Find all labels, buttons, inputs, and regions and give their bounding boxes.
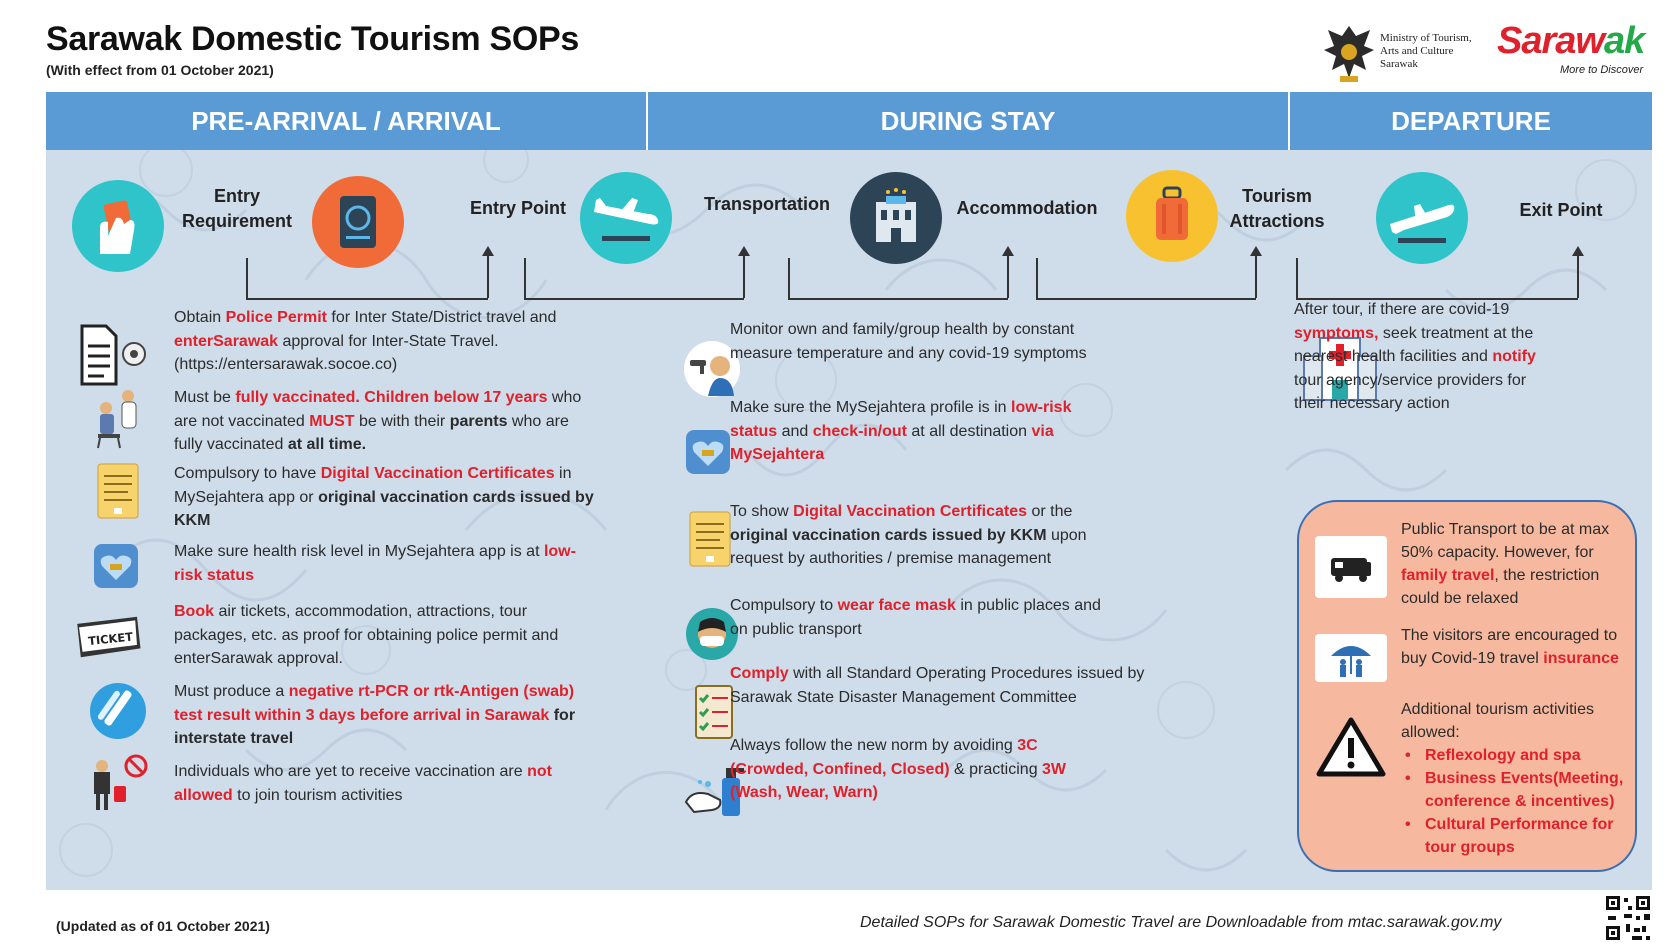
text-run: symptoms, [1294, 324, 1379, 342]
flow-connector [788, 258, 1008, 300]
text-run: Must produce a [174, 683, 289, 700]
text-run: tour agency/service providers for their necessary action [1294, 371, 1527, 412]
text-run: with all Standard Operating Procedures issued by Sarawak State Disaster Management Committee [730, 665, 1145, 706]
text-run: family travel [1401, 567, 1495, 584]
pre-arrival-item [174, 760, 594, 807]
pre-arrival-item [174, 600, 594, 671]
swab-test-icon [88, 680, 160, 742]
text-run: Comply [730, 665, 789, 682]
flow-label-entry-point: Entry Point [469, 198, 566, 218]
document-permit-icon [76, 324, 148, 386]
airplane-icon [580, 172, 672, 264]
text-run: at all destination [906, 422, 1032, 440]
svg-text:TICKET: TICKET [87, 629, 134, 649]
bus-icon [1315, 536, 1387, 598]
text-run: who are fully vaccinated [174, 412, 569, 453]
ministry-name: Ministry of Tourism, Arts and Culture Sarawak [1380, 32, 1472, 70]
text-run: parents [449, 412, 508, 430]
text-run: in MySejahtera app or [174, 465, 572, 506]
text-run: After tour, if there are covid-19 [1294, 301, 1510, 318]
pre-arrival-item [174, 462, 614, 533]
flow-icon-entry-requirement [72, 180, 164, 272]
vaccination-icon [88, 388, 160, 450]
text-run: negative rt-PCR or rtk-Antigen (swab) test result within 3 days before arrival in Sarawak [174, 683, 575, 724]
pre-arrival-item [174, 386, 594, 457]
text-run: To show [730, 503, 794, 520]
flow-label-transportation: Transportation [703, 194, 830, 214]
text-run: The visitors are encouraged to buy Covid-19 travel [1401, 627, 1618, 667]
hand-card-icon [72, 180, 164, 272]
column-during-stay: DURING STAY [880, 106, 1056, 136]
mysejahtera-icon [90, 538, 162, 600]
text-run: check-in/out [812, 422, 907, 440]
column-departure: DEPARTURE [1391, 106, 1551, 136]
text-run: for Inter State/District travel and [326, 309, 557, 326]
text-run: to join tourism activities [232, 786, 403, 804]
flow-icon-transportation [580, 172, 672, 264]
download-note: Detailed SOPs for Sarawak Domestic Travel are Downloadable from mtac.sarawak.gov.my [860, 914, 1502, 931]
sarawak-logo: Sarawak [1497, 20, 1645, 62]
text-run: seek treatment at the nearest health facilities and [1294, 324, 1534, 365]
text-run: upon request by authorities / premise management [730, 526, 1087, 567]
pre-arrival-item [174, 306, 594, 377]
text-run: at all time. [287, 436, 367, 453]
sarawak-crest-icon [1318, 20, 1380, 86]
not-allowed-icon [84, 752, 156, 814]
text-run: low-risk status [730, 399, 1072, 440]
text-run: low-risk status [174, 543, 576, 584]
list-item: • Reflexology and spa [1403, 744, 1635, 767]
column-pre-arrival: PRE-ARRIVAL / ARRIVAL [191, 106, 501, 136]
list-item: • Cultural Performance for tour groups [1403, 813, 1635, 859]
insurance-note [1401, 624, 1633, 670]
flow-icon-tourism-attractions [1126, 170, 1218, 262]
airplane-icon [1376, 172, 1468, 264]
flow-label-tourism-attractions: Tourism Attractions [1229, 186, 1325, 231]
hotel-icon [850, 172, 942, 264]
text-run: notify [1492, 348, 1536, 365]
during-stay-item [730, 734, 1110, 805]
text-run: approval for Inter-State Travel. (https://entersarawak.socoe.co) [174, 332, 499, 373]
text-run: for interstate travel [174, 706, 576, 747]
text-run: fully vaccinated. Children below 17 years [235, 389, 548, 406]
text-run: 3W (Wash, Wear, Warn) [730, 760, 1067, 801]
departure-note [1294, 298, 1536, 416]
during-stay-item [730, 396, 1110, 467]
during-stay-item [730, 500, 1130, 571]
luggage-icon [1126, 170, 1218, 262]
text-run: air tickets, accommodation, attractions, tour packages, etc. as proof for obtaining police permit and enterSarawak approval. [174, 603, 559, 667]
text-run: or the [1027, 503, 1073, 520]
transport-note [1401, 518, 1633, 610]
text-run: not allowed [174, 763, 552, 804]
text-run: Always follow the new norm by avoiding [730, 737, 1018, 754]
text-run: enterSarawak [174, 332, 279, 350]
flow-label-exit-point: Exit Point [1519, 200, 1603, 220]
flow-icon-entry-point [312, 176, 404, 268]
text-run: Public Transport to be at max 50% capacity. However, for [1401, 521, 1610, 561]
during-stay-item [730, 662, 1160, 709]
flow-connector [1296, 258, 1578, 300]
insurance-umbrella-icon [1315, 634, 1387, 682]
text-run: Compulsory to [730, 597, 838, 614]
flow-connector [1036, 258, 1256, 300]
text-run: and [777, 422, 813, 440]
flow-icon-exit-point [1376, 172, 1468, 264]
pre-arrival-item [174, 680, 594, 751]
certificate-icon [88, 460, 160, 522]
text-run: be with their [354, 412, 450, 430]
additional-activities-list [1403, 744, 1635, 859]
text-run: Digital Vaccination Certificates [793, 503, 1027, 520]
text-run: wear face mask [837, 597, 956, 614]
passport-icon [312, 176, 404, 268]
text-run: Must be [174, 389, 236, 406]
text-run: MUST [309, 412, 355, 430]
pre-arrival-item [174, 540, 594, 587]
effective-date: (With effect from 01 October 2021) [46, 62, 274, 78]
list-item: • Business Events(Meeting, conference & incentives) [1403, 767, 1635, 813]
updated-date: (Updated as of 01 October 2021) [56, 918, 270, 934]
text-run: insurance [1543, 650, 1619, 667]
text-run: 3C (Crowded, Confined, Closed) [730, 737, 1038, 778]
text-run: Make sure health risk level in MySejahtera app is at [174, 543, 544, 560]
flow-connector [524, 258, 744, 300]
warning-icon [1315, 716, 1387, 778]
text-run: Obtain [174, 309, 226, 326]
text-run: original vaccination cards issued by KKM [730, 526, 1047, 544]
ticket-icon [72, 606, 144, 668]
flow-connector [246, 258, 488, 300]
text-run: Book [174, 603, 214, 620]
text-run: Make sure the MySejahtera profile is in [730, 399, 1012, 416]
text-run: original vaccination cards issued by KKM [174, 488, 594, 529]
text-run: via MySejahtera [730, 422, 1054, 463]
text-run: Police Permit [225, 309, 327, 326]
text-run: Monitor own and family/group health by constant measure temperature and any covid-19 symptoms [730, 321, 1087, 362]
flow-icon-accommodation [850, 172, 942, 264]
phase-banner [46, 92, 1652, 150]
text-run: , the restriction could be relaxed [1401, 567, 1600, 607]
text-run: Individuals who are yet to receive vaccination are [174, 763, 528, 780]
text-run: who are not vaccinated [174, 389, 582, 430]
flow-label-entry-requirement: Entry Requirement [181, 186, 293, 231]
additional-activities-intro: Additional tourism activities allowed: [1401, 701, 1594, 741]
brand-tagline: More to Discover [1560, 64, 1644, 76]
text-run: & practicing [949, 760, 1043, 778]
text-run: Compulsory to have [174, 465, 321, 482]
text-run: Digital Vaccination Certificates [320, 465, 555, 482]
page-title: Sarawak Domestic Tourism SOPs [46, 20, 579, 58]
during-stay-item [730, 594, 1120, 641]
additional-info-box [1297, 500, 1637, 872]
text-run: in public places and on public transport [730, 597, 1101, 638]
qr-code-icon[interactable] [1604, 894, 1652, 942]
flow-label-accommodation: Accommodation [956, 198, 1098, 218]
during-stay-item [730, 318, 1130, 365]
